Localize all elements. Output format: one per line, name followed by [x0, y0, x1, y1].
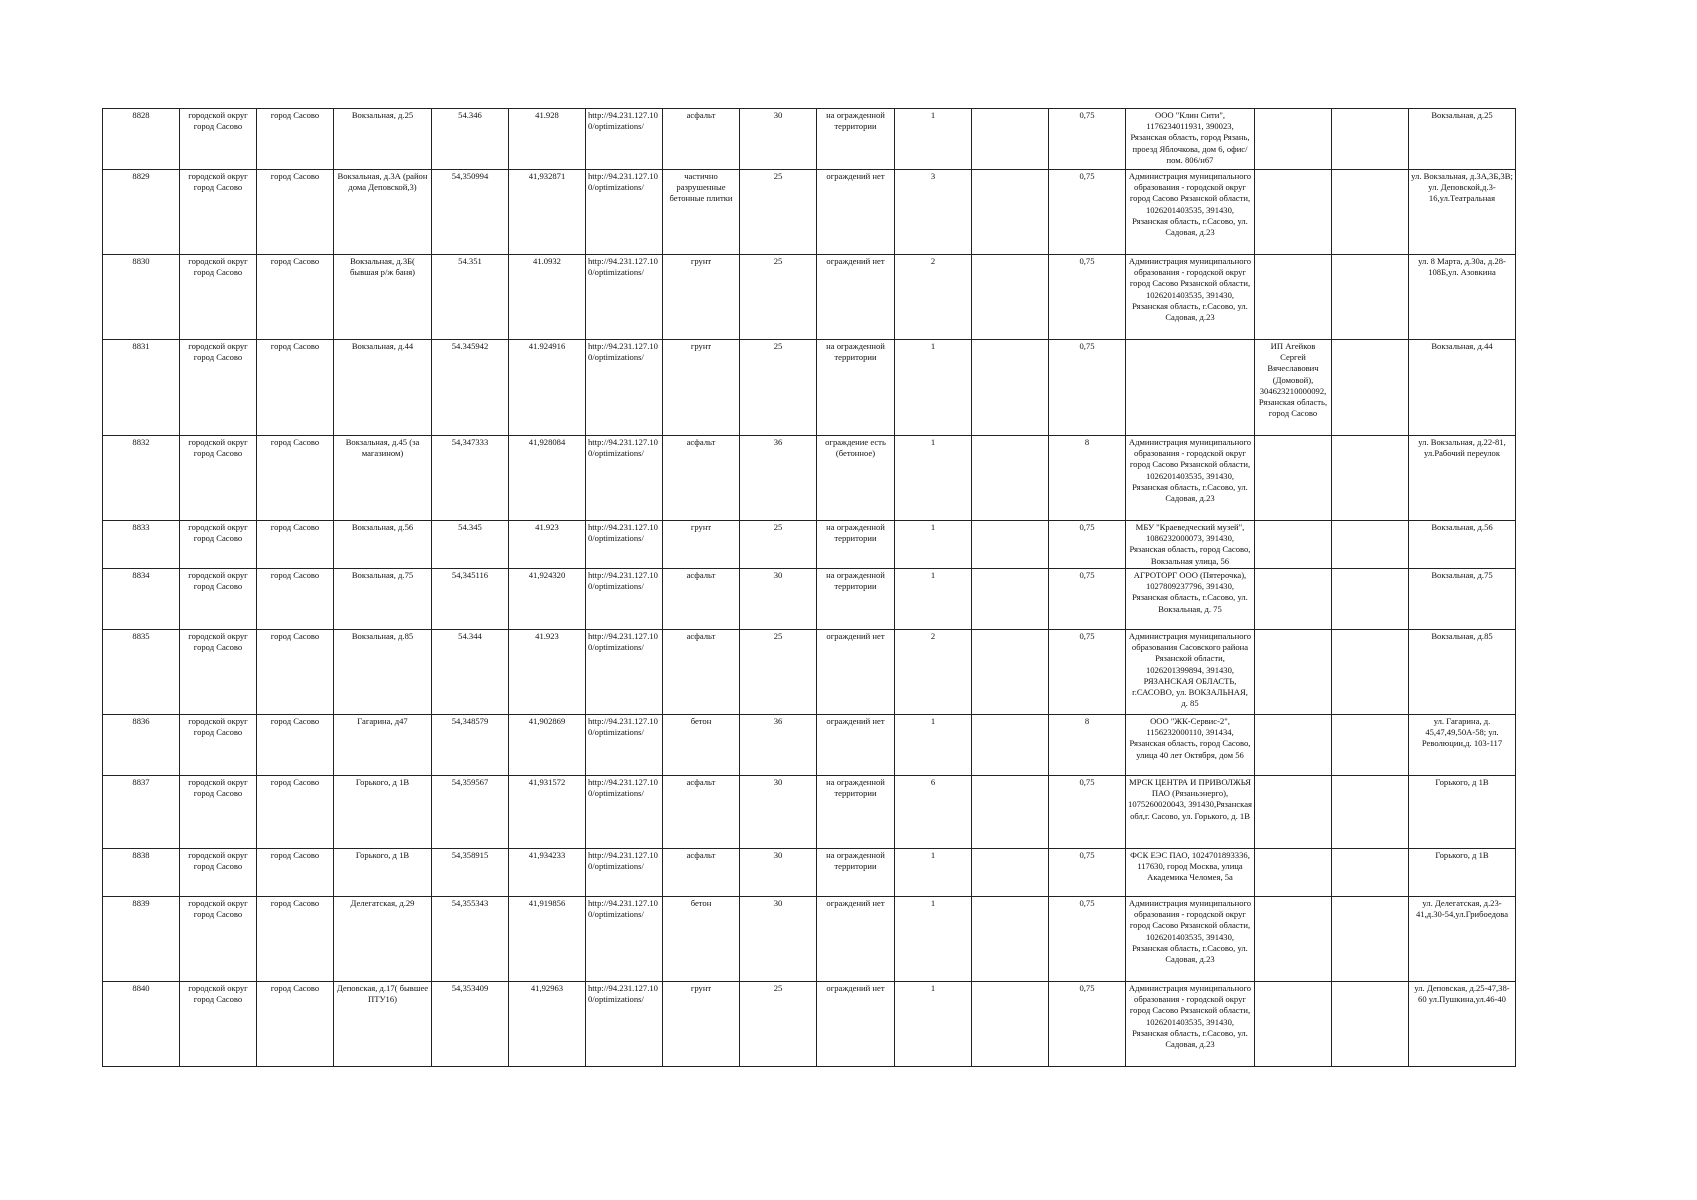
cell-municipality: городской округ город Сасово: [180, 776, 257, 849]
table-row: [103, 569, 1516, 630]
cell-volume: 8: [1049, 715, 1126, 776]
cell-fencing: ограждений нет: [817, 255, 895, 340]
cell-source-extra: [1332, 849, 1409, 897]
cell-owner: ООО "ЖК-Сервис-2", 1156232000110, 391434, Рязанская область, город Сасово, улица 40 лет Октября, дом 56: [1126, 715, 1255, 776]
cell-settlement: город Сасово: [257, 849, 334, 897]
cell-fencing: ограждение есть (бетонное): [817, 436, 895, 521]
cell-area: 30: [740, 569, 817, 630]
cell-settlement: город Сасово: [257, 340, 334, 436]
table-row: [103, 849, 1516, 897]
cell-area: 30: [740, 849, 817, 897]
cell-settlement: город Сасово: [257, 630, 334, 715]
cell-site-number: 8840: [103, 982, 180, 1067]
cell-served-addresses: ул. Вокзальная, д.3А,3Б,3В; ул. Деповской,д.3-16,ул.Театральная: [1409, 170, 1516, 255]
cell-longitude: 41.923: [509, 630, 586, 715]
cell-owner: АГРОТОРГ ООО (Пятерочка), 1027809237796, 391430, Рязанская область, г.Сасово, ул. Вокзальная, д. 75: [1126, 569, 1255, 630]
cell-volume: 0,75: [1049, 521, 1126, 569]
cell-longitude: 41.928: [509, 109, 586, 170]
cell-served-addresses: ул. Деповская, д.25-47,38-60 ул.Пушкина,ул.46-40: [1409, 982, 1516, 1067]
cell-containers: 1: [895, 436, 972, 521]
cell-map-link[interactable]: http://94.231.127.10 0/optimizations/: [586, 109, 663, 170]
waste-sites-table: [102, 108, 1516, 1067]
cell-surface-type: асфальт: [663, 569, 740, 630]
cell-map-link[interactable]: http://94.231.127.10 0/optimizations/: [586, 170, 663, 255]
cell-container-extra: [972, 569, 1049, 630]
cell-containers: 1: [895, 521, 972, 569]
cell-fencing: на огражденной территории: [817, 776, 895, 849]
cell-container-extra: [972, 340, 1049, 436]
cell-latitude: 54,358915: [432, 849, 509, 897]
cell-volume: 8: [1049, 436, 1126, 521]
cell-owner: МРСК ЦЕНТРА И ПРИВОЛЖЬЯ ПАО (Рязаньэнерго), 1075260020043, 391430,Рязанская обл,г. Сасово, ул. Горького, д. 1В: [1126, 776, 1255, 849]
cell-settlement: город Сасово: [257, 521, 334, 569]
cell-volume: 0,75: [1049, 982, 1126, 1067]
cell-address: Вокзальная, д.45 (за магазином): [334, 436, 432, 521]
cell-owner-entrepreneur: [1255, 170, 1332, 255]
cell-owner: ООО "Клин Сити", 1176234011931, 390023, Рязанская область, город Рязань, проезд Яблочкова, дом 6, офис/пом. 806/н67: [1126, 109, 1255, 170]
cell-owner: Администрация муниципального образования - городской округ город Сасово Рязанской области, 1026201403535, 391430, Рязанская область, г.Сасово, ул. Садовая, д.23: [1126, 436, 1255, 521]
cell-site-number: 8833: [103, 521, 180, 569]
cell-area: 30: [740, 109, 817, 170]
cell-site-number: 8828: [103, 109, 180, 170]
cell-source-extra: [1332, 255, 1409, 340]
cell-owner-entrepreneur: [1255, 715, 1332, 776]
cell-address: Вокзальная, д.3Б( бывшая р/ж баня): [334, 255, 432, 340]
cell-latitude: 54,348579: [432, 715, 509, 776]
cell-site-number: 8839: [103, 897, 180, 982]
cell-surface-type: грунт: [663, 982, 740, 1067]
cell-area: 25: [740, 255, 817, 340]
cell-fencing: на огражденной территории: [817, 849, 895, 897]
cell-served-addresses: ул. Гагарина, д. 45,47,49,50А-58; ул. Революции,д. 103-117: [1409, 715, 1516, 776]
cell-address: Вокзальная, д.44: [334, 340, 432, 436]
table-row: [103, 255, 1516, 340]
cell-volume: 0,75: [1049, 170, 1126, 255]
cell-owner: Администрация муниципального образования - городской округ город Сасово Рязанской области, 1026201403535, 391430, Рязанская область, г.Сасово, ул. Садовая, д.23: [1126, 897, 1255, 982]
cell-container-extra: [972, 255, 1049, 340]
cell-container-extra: [972, 715, 1049, 776]
cell-containers: 2: [895, 630, 972, 715]
cell-map-link[interactable]: http://94.231.127.10 0/optimizations/: [586, 897, 663, 982]
cell-containers: 1: [895, 897, 972, 982]
cell-municipality: городской округ город Сасово: [180, 340, 257, 436]
cell-served-addresses: Горького, д 1В: [1409, 776, 1516, 849]
cell-source-extra: [1332, 897, 1409, 982]
cell-containers: 1: [895, 569, 972, 630]
cell-surface-type: бетон: [663, 715, 740, 776]
cell-address: Гагарина, д47: [334, 715, 432, 776]
table-row: [103, 109, 1516, 170]
cell-area: 30: [740, 897, 817, 982]
cell-area: 30: [740, 776, 817, 849]
cell-address: Вокзальная, д.3А (район дома Деповской,3): [334, 170, 432, 255]
cell-longitude: 41,919856: [509, 897, 586, 982]
cell-address: Делегатская, д.29: [334, 897, 432, 982]
cell-settlement: город Сасово: [257, 109, 334, 170]
cell-area: 25: [740, 630, 817, 715]
table-row: [103, 340, 1516, 436]
cell-served-addresses: Горького, д 1В: [1409, 849, 1516, 897]
table-row: [103, 630, 1516, 715]
cell-owner-entrepreneur: [1255, 982, 1332, 1067]
cell-address: Вокзальная, д.25: [334, 109, 432, 170]
cell-owner: Администрация муниципального образования - городской округ город Сасово Рязанской области, 1026201403535, 391430, Рязанская область, г.Сасово, ул. Садовая, д.23: [1126, 170, 1255, 255]
cell-longitude: 41.0932: [509, 255, 586, 340]
cell-source-extra: [1332, 340, 1409, 436]
cell-municipality: городской округ город Сасово: [180, 630, 257, 715]
cell-surface-type: грунт: [663, 255, 740, 340]
cell-fencing: ограждений нет: [817, 715, 895, 776]
cell-owner-entrepreneur: [1255, 776, 1332, 849]
cell-fencing: на огражденной территории: [817, 109, 895, 170]
table-row: [103, 897, 1516, 982]
cell-longitude: 41.924916: [509, 340, 586, 436]
cell-municipality: городской округ город Сасово: [180, 897, 257, 982]
cell-site-number: 8832: [103, 436, 180, 521]
cell-settlement: город Сасово: [257, 776, 334, 849]
cell-latitude: 54.351: [432, 255, 509, 340]
cell-area: 25: [740, 170, 817, 255]
cell-municipality: городской округ город Сасово: [180, 715, 257, 776]
cell-settlement: город Сасово: [257, 255, 334, 340]
cell-area: 25: [740, 340, 817, 436]
cell-volume: 0,75: [1049, 340, 1126, 436]
cell-volume: 0,75: [1049, 630, 1126, 715]
cell-map-link[interactable]: http://94.231.127.10 0/optimizations/: [586, 715, 663, 776]
cell-fencing: на огражденной территории: [817, 340, 895, 436]
cell-municipality: городской округ город Сасово: [180, 436, 257, 521]
cell-container-extra: [972, 849, 1049, 897]
cell-latitude: 54.346: [432, 109, 509, 170]
cell-municipality: городской округ город Сасово: [180, 255, 257, 340]
cell-address: Горького, д 1В: [334, 849, 432, 897]
cell-owner: Администрация муниципального образования - городской округ город Сасово Рязанской области, 1026201403535, 391430, Рязанская область, г.Сасово, ул. Садовая, д.23: [1126, 255, 1255, 340]
cell-settlement: город Сасово: [257, 897, 334, 982]
cell-area: 25: [740, 982, 817, 1067]
cell-containers: 1: [895, 849, 972, 897]
cell-volume: 0,75: [1049, 849, 1126, 897]
cell-municipality: городской округ город Сасово: [180, 170, 257, 255]
cell-container-extra: [972, 521, 1049, 569]
cell-container-extra: [972, 897, 1049, 982]
cell-map-link[interactable]: http://94.231.127.10 0/optimizations/: [586, 436, 663, 521]
cell-owner: Администрация муниципального образования - городской округ город Сасово Рязанской области, 1026201403535, 391430, Рязанская область, г.Сасово, ул. Садовая, д.23: [1126, 982, 1255, 1067]
cell-settlement: город Сасово: [257, 982, 334, 1067]
cell-volume: 0,75: [1049, 569, 1126, 630]
cell-latitude: 54,347333: [432, 436, 509, 521]
cell-map-link[interactable]: http://94.231.127.10 0/optimizations/: [586, 776, 663, 849]
cell-owner-entrepreneur: [1255, 521, 1332, 569]
cell-municipality: городской округ город Сасово: [180, 849, 257, 897]
cell-source-extra: [1332, 436, 1409, 521]
cell-container-extra: [972, 630, 1049, 715]
cell-served-addresses: ул. Вокзальная, д.22-81, ул.Рабочий переулок: [1409, 436, 1516, 521]
cell-containers: 2: [895, 255, 972, 340]
cell-surface-type: асфальт: [663, 436, 740, 521]
cell-containers: 1: [895, 340, 972, 436]
table-row: [103, 521, 1516, 569]
cell-surface-type: грунт: [663, 521, 740, 569]
table-row: [103, 170, 1516, 255]
cell-longitude: 41,924320: [509, 569, 586, 630]
cell-fencing: ограждений нет: [817, 982, 895, 1067]
cell-containers: 6: [895, 776, 972, 849]
cell-area: 36: [740, 715, 817, 776]
cell-source-extra: [1332, 630, 1409, 715]
cell-container-extra: [972, 109, 1049, 170]
cell-site-number: 8836: [103, 715, 180, 776]
cell-source-extra: [1332, 569, 1409, 630]
cell-surface-type: асфальт: [663, 630, 740, 715]
cell-containers: 3: [895, 170, 972, 255]
cell-owner-entrepreneur: ИП Агейков Сергей Вячеславович (Домовой), 304623210000092, Рязанская область, город Сасово: [1255, 340, 1332, 436]
cell-served-addresses: Вокзальная, д.44: [1409, 340, 1516, 436]
cell-owner-entrepreneur: [1255, 569, 1332, 630]
cell-owner: Администрация муниципального образования Сасовского района Рязанской области, 1026201399894, 391430, РЯЗАНСКАЯ ОБЛАСТЬ, г.САСОВО, ул. ВОКЗАЛЬНАЯ, д. 85: [1126, 630, 1255, 715]
cell-owner-entrepreneur: [1255, 255, 1332, 340]
cell-map-link[interactable]: http://94.231.127.10 0/optimizations/: [586, 982, 663, 1067]
cell-volume: 0,75: [1049, 109, 1126, 170]
cell-latitude: 54,345116: [432, 569, 509, 630]
cell-site-number: 8835: [103, 630, 180, 715]
cell-fencing: на огражденной территории: [817, 521, 895, 569]
cell-owner: ФСК ЕЭС ПАО, 1024701893336, 117630, город Москва, улица Академика Челомея, 5а: [1126, 849, 1255, 897]
cell-address: Вокзальная, д.75: [334, 569, 432, 630]
cell-container-extra: [972, 170, 1049, 255]
cell-map-link[interactable]: http://94.231.127.10 0/optimizations/: [586, 849, 663, 897]
cell-surface-type: грунт: [663, 340, 740, 436]
cell-longitude: 41.923: [509, 521, 586, 569]
cell-address: Вокзальная, д.56: [334, 521, 432, 569]
table-row: [103, 715, 1516, 776]
cell-fencing: ограждений нет: [817, 630, 895, 715]
cell-surface-type: асфальт: [663, 776, 740, 849]
cell-latitude: 54,350994: [432, 170, 509, 255]
cell-owner-entrepreneur: [1255, 849, 1332, 897]
cell-site-number: 8830: [103, 255, 180, 340]
cell-container-extra: [972, 776, 1049, 849]
cell-latitude: 54,355343: [432, 897, 509, 982]
cell-municipality: городской округ город Сасово: [180, 982, 257, 1067]
cell-latitude: 54.344: [432, 630, 509, 715]
cell-owner: МБУ "Краеведческий музей", 1086232000073, 391430, Рязанская область, город Сасово, Вокзальная улица, 56: [1126, 521, 1255, 569]
cell-source-extra: [1332, 109, 1409, 170]
cell-site-number: 8837: [103, 776, 180, 849]
cell-served-addresses: Вокзальная, д.85: [1409, 630, 1516, 715]
cell-surface-type: асфальт: [663, 849, 740, 897]
cell-map-link[interactable]: http://94.231.127.10 0/optimizations/: [586, 569, 663, 630]
cell-owner: [1126, 340, 1255, 436]
cell-served-addresses: ул. 8 Марта, д.30а, д.28-108Б,ул. Азовкина: [1409, 255, 1516, 340]
cell-longitude: 41,928084: [509, 436, 586, 521]
cell-latitude: 54,353409: [432, 982, 509, 1067]
cell-fencing: ограждений нет: [817, 897, 895, 982]
cell-address: Деповская, д.17( бывшее ПТУ16): [334, 982, 432, 1067]
cell-longitude: 41,931572: [509, 776, 586, 849]
cell-served-addresses: ул. Делегатская, д.23-41,д.30-54,ул.Грибоедова: [1409, 897, 1516, 982]
cell-longitude: 41,934233: [509, 849, 586, 897]
cell-latitude: 54.345: [432, 521, 509, 569]
cell-served-addresses: Вокзальная, д.56: [1409, 521, 1516, 569]
cell-volume: 0,75: [1049, 255, 1126, 340]
cell-source-extra: [1332, 776, 1409, 849]
cell-served-addresses: Вокзальная, д.75: [1409, 569, 1516, 630]
cell-area: 25: [740, 521, 817, 569]
cell-latitude: 54.345942: [432, 340, 509, 436]
cell-containers: 1: [895, 109, 972, 170]
cell-municipality: городской округ город Сасово: [180, 109, 257, 170]
cell-container-extra: [972, 436, 1049, 521]
cell-address: Вокзальная, д.85: [334, 630, 432, 715]
cell-map-link[interactable]: http://94.231.127.10 0/optimizations/: [586, 630, 663, 715]
table-body: [103, 109, 1516, 1067]
table-row: [103, 776, 1516, 849]
cell-map-link[interactable]: http://94.231.127.10 0/optimizations/: [586, 521, 663, 569]
cell-area: 36: [740, 436, 817, 521]
cell-source-extra: [1332, 170, 1409, 255]
cell-longitude: 41,902869: [509, 715, 586, 776]
cell-volume: 0,75: [1049, 776, 1126, 849]
cell-source-extra: [1332, 715, 1409, 776]
cell-settlement: город Сасово: [257, 436, 334, 521]
cell-municipality: городской округ город Сасово: [180, 569, 257, 630]
table-row: [103, 982, 1516, 1067]
table-row: [103, 436, 1516, 521]
cell-owner-entrepreneur: [1255, 897, 1332, 982]
cell-owner-entrepreneur: [1255, 436, 1332, 521]
cell-map-link[interactable]: http://94.231.127.10 0/optimizations/: [586, 255, 663, 340]
cell-source-extra: [1332, 982, 1409, 1067]
cell-site-number: 8829: [103, 170, 180, 255]
cell-containers: 1: [895, 982, 972, 1067]
cell-surface-type: бетон: [663, 897, 740, 982]
cell-surface-type: асфальт: [663, 109, 740, 170]
cell-map-link[interactable]: http://94.231.127.10 0/optimizations/: [586, 340, 663, 436]
cell-site-number: 8838: [103, 849, 180, 897]
cell-site-number: 8834: [103, 569, 180, 630]
cell-latitude: 54,359567: [432, 776, 509, 849]
cell-served-addresses: Вокзальная, д.25: [1409, 109, 1516, 170]
cell-address: Горького, д 1В: [334, 776, 432, 849]
cell-fencing: на огражденной территории: [817, 569, 895, 630]
cell-source-extra: [1332, 521, 1409, 569]
cell-settlement: город Сасово: [257, 569, 334, 630]
cell-longitude: 41,932871: [509, 170, 586, 255]
cell-containers: 1: [895, 715, 972, 776]
cell-settlement: город Сасово: [257, 715, 334, 776]
cell-owner-entrepreneur: [1255, 109, 1332, 170]
cell-surface-type: частично разрушенные бетонные плитки: [663, 170, 740, 255]
cell-owner-entrepreneur: [1255, 630, 1332, 715]
cell-container-extra: [972, 982, 1049, 1067]
cell-longitude: 41,92963: [509, 982, 586, 1067]
cell-site-number: 8831: [103, 340, 180, 436]
cell-municipality: городской округ город Сасово: [180, 521, 257, 569]
cell-volume: 0,75: [1049, 897, 1126, 982]
cell-fencing: ограждений нет: [817, 170, 895, 255]
cell-settlement: город Сасово: [257, 170, 334, 255]
